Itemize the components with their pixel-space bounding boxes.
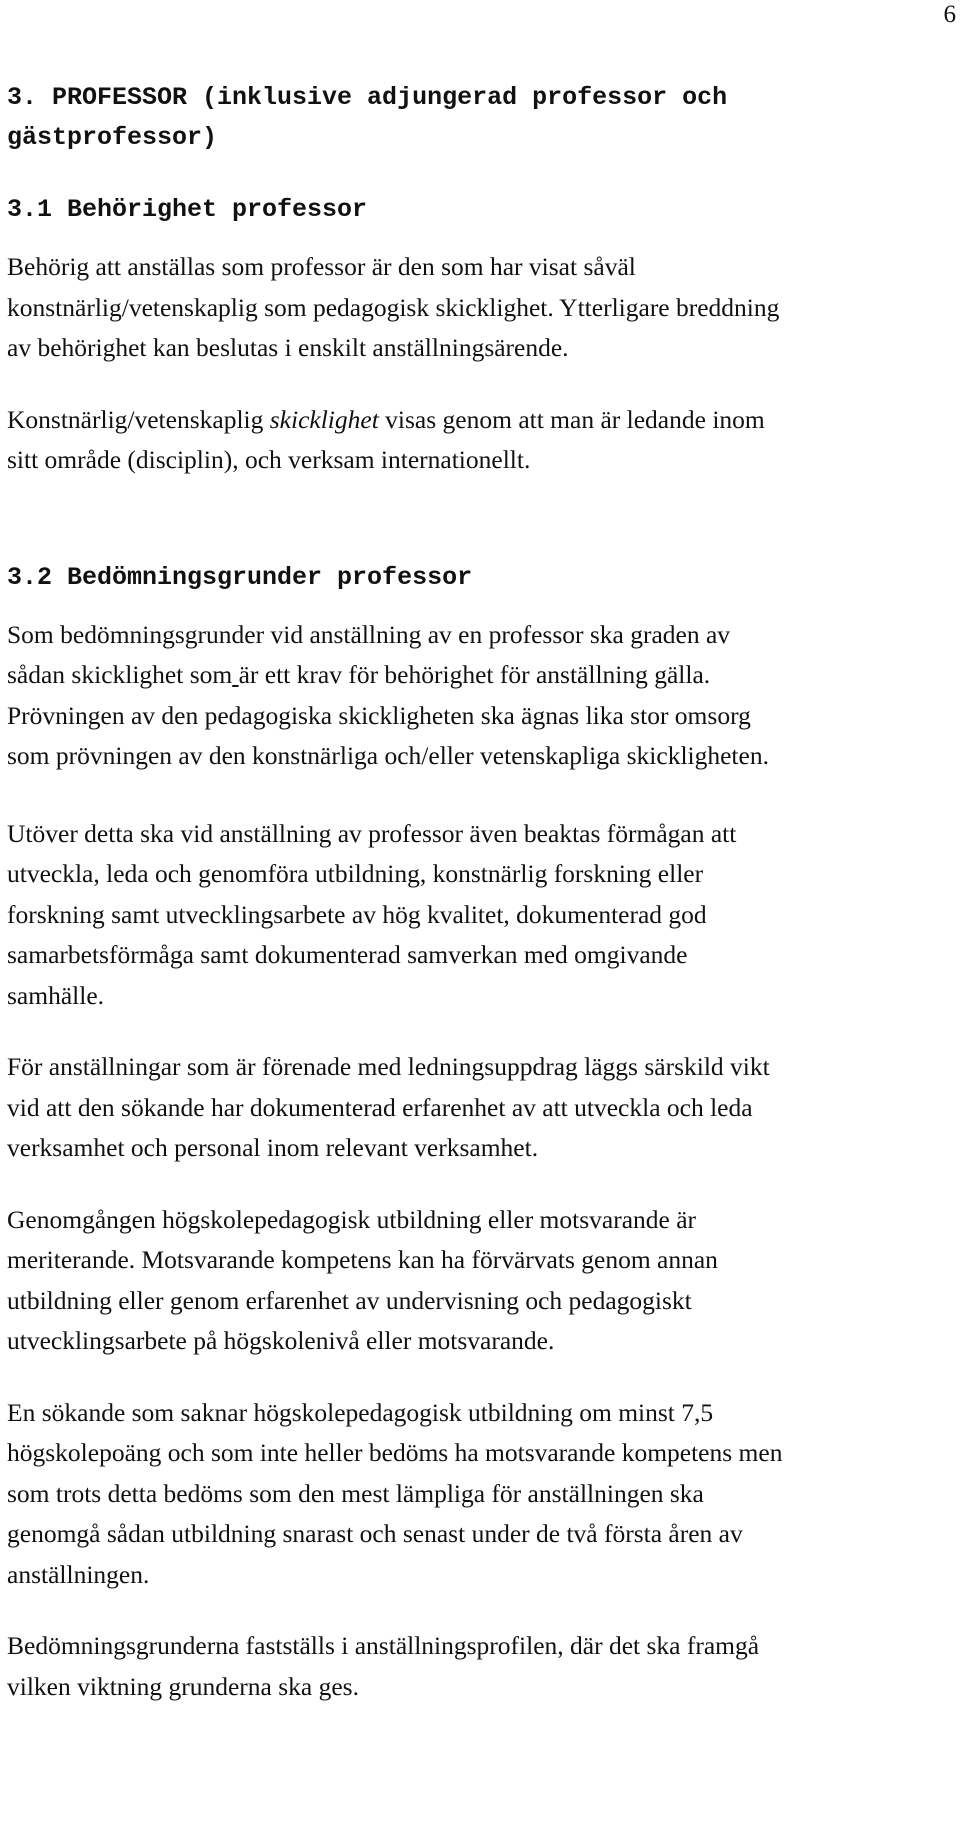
paragraph-utover	[7, 814, 952, 1017]
text-line: utbildning eller genom erfarenhet av undervisning och pedagogiskt	[7, 1285, 692, 1315]
text-line: Prövningen av den pedagogiska skickligheten ska ägnas lika stor omsorg	[7, 700, 751, 730]
section-3-heading	[7, 78, 952, 158]
text-span: är ett krav för behörighet för anställning gälla.	[238, 660, 711, 689]
section-3-1-heading: 3.1 Behörighet professor	[7, 195, 368, 224]
text-line: vid att den sökande har dokumenterad erfarenhet av att utveckla och leda	[7, 1092, 753, 1122]
text-line: samhälle.	[7, 980, 105, 1010]
text-span: visas genom att man är ledande inom	[378, 404, 765, 434]
text-line: verksamhet och personal inom relevant verksamhet.	[7, 1133, 539, 1162]
paragraph-pedagogisk-utbildning	[7, 1200, 952, 1362]
heading-line: gästprofessor)	[7, 123, 218, 152]
text-span: Konstnärlig/vetenskaplig	[7, 404, 270, 434]
paragraph-ledningsuppdrag	[7, 1047, 952, 1169]
text-line: högskolepoäng och som inte heller bedöms ha motsvarande kompetens men	[7, 1438, 783, 1467]
text-line: Genomgången högskolepedagogisk utbildning eller motsvarande är	[7, 1204, 697, 1234]
document-body	[7, 78, 952, 1707]
text-line: forskning samt utvecklingsarbete av hög kvalitet, dokumenterad god	[7, 899, 707, 929]
text-line: som prövningen av den konstnärliga och/eller vetenskapliga skickligheten.	[7, 741, 769, 770]
section-3-2-heading: 3.2 Bedömningsgrunder professor	[7, 562, 473, 592]
text-line: Behörig att anställas som professor är den som har visat såväl	[7, 252, 636, 281]
text-line: För anställningar som är förenade med ledningsuppdrag läggs särskild vikt	[7, 1052, 770, 1081]
text-line: som trots detta bedöms som den mest lämpliga för anställningen ska	[7, 1478, 704, 1508]
paragraph-behorighet	[7, 247, 952, 369]
paragraph-bedomningsgrunder	[7, 615, 952, 777]
paragraph-anstallningsprofil	[7, 1626, 952, 1707]
text-line: av behörighet kan beslutas i enskilt anställningsärende.	[7, 333, 569, 362]
text-line: meriterande. Motsvarande kompetens kan ha förvärvats genom annan	[7, 1245, 718, 1274]
text-line: anställningen.	[7, 1559, 150, 1589]
text-line: En sökande som saknar högskolepedagogisk utbildning om minst 7,5	[7, 1397, 714, 1427]
paragraph-sokande	[7, 1393, 952, 1596]
text-line	[7, 400, 952, 441]
text-line: Bedömningsgrunderna fastställs i anställningsprofilen, där det ska framgå	[7, 1631, 760, 1660]
text-line: samarbetsförmåga samt dokumenterad samverkan med omgivande	[7, 940, 688, 969]
text-span: sådan skicklighet som	[7, 660, 233, 689]
text-line: utveckla, leda och genomföra utbildning, konstnärlig forskning eller	[7, 859, 704, 888]
text-line: Som bedömningsgrunder vid anställning av en professor ska graden av	[7, 619, 731, 649]
text-line: utvecklingsarbete på högskolenivå eller motsvarande.	[7, 1326, 555, 1355]
text-line: genomgå sådan utbildning snarast och senast under de två första åren av	[7, 1519, 743, 1548]
text-line: Utöver detta ska vid anställning av professor även beaktas förmågan att	[7, 818, 737, 848]
heading-line: 3. PROFESSOR (inklusive adjungerad professor och	[7, 83, 728, 112]
text-line: sitt område (disciplin), och verksam internationellt.	[7, 445, 531, 474]
text-line: konstnärlig/vetenskaplig som pedagogisk skicklighet. Ytterligare breddning	[7, 292, 780, 322]
text-line: vilken viktning grunderna ska ges.	[7, 1671, 359, 1701]
italic-term: skicklighet	[269, 404, 379, 434]
page-number: 6	[943, 1, 956, 28]
text-line	[7, 655, 952, 696]
paragraph-skicklighet	[7, 400, 952, 481]
